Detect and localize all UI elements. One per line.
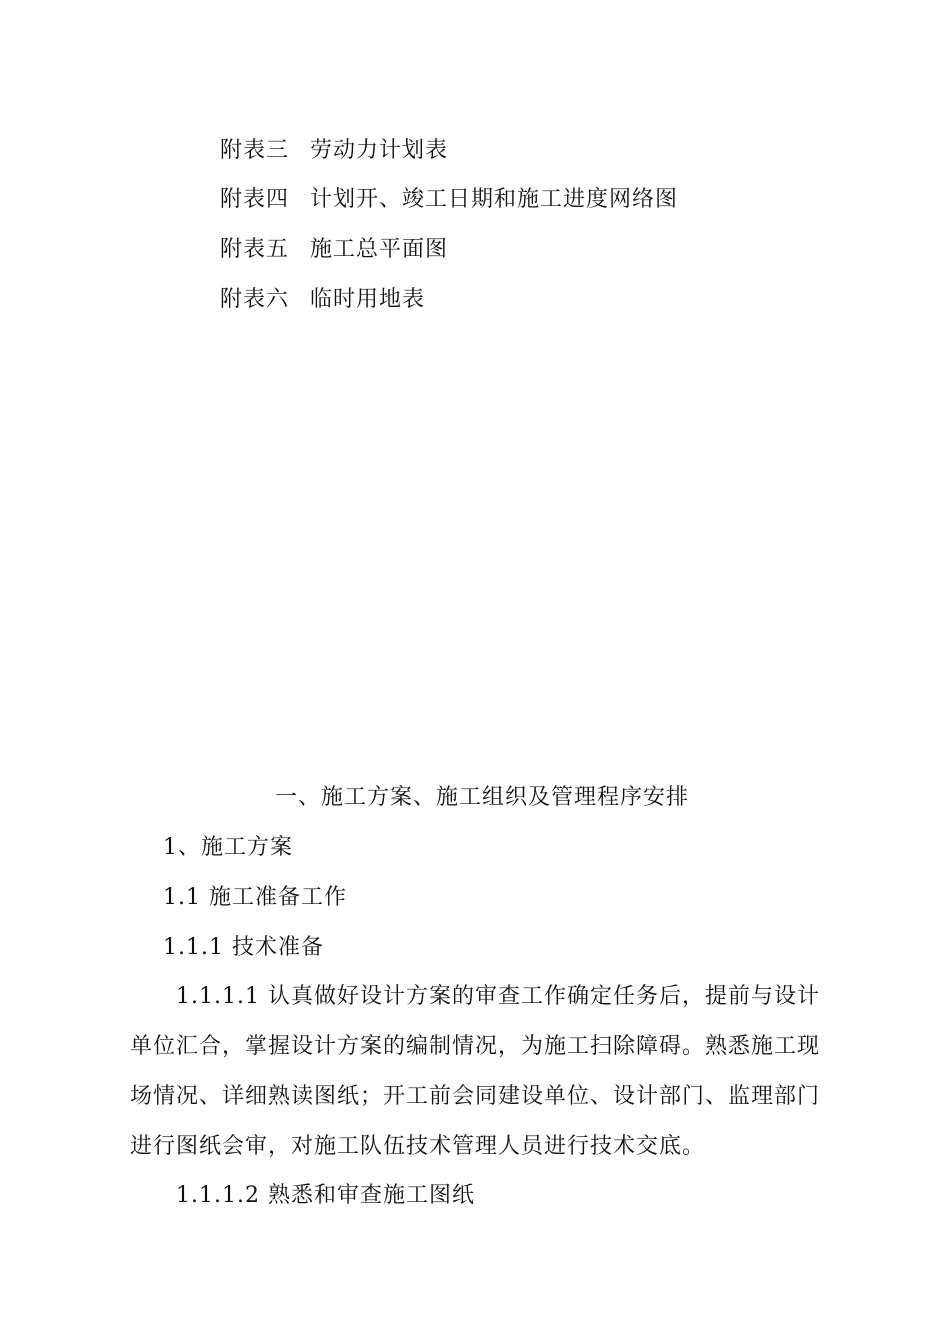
chapter-title: 一、施工方案、施工组织及管理程序安排 — [275, 785, 690, 810]
appendix-label: 附表五 — [220, 237, 290, 262]
appendix-item — [220, 137, 448, 165]
appendix-label: 附表六 — [220, 287, 290, 312]
appendix-label: 附表四 — [220, 187, 290, 212]
appendix-title: 劳动力计划表 — [310, 138, 449, 163]
appendix-label: 附表三 — [220, 138, 290, 163]
section-heading: 1、施工方案 — [163, 835, 293, 860]
appendix-title: 施工总平面图 — [310, 237, 449, 262]
appendix-item — [220, 236, 448, 264]
appendix-item — [220, 286, 425, 314]
appendix-title: 计划开、竣工日期和施工进度网络图 — [310, 187, 679, 212]
appendix-item — [220, 186, 678, 214]
subsection-heading: 1.1 施工准备工作 — [163, 885, 347, 910]
appendix-title: 临时用地表 — [310, 287, 426, 312]
item-heading: 1.1.1.2 熟悉和审查施工图纸 — [176, 1183, 475, 1208]
body-paragraph: 1.1.1.1 认真做好设计方案的审查工作确定任务后，提前与设计单位汇合，掌握设计方案的编制情况，为施工扫除障碍。熟悉施工现场情况、详细熟读图纸；开工前会同建设单位、设计部门、监理部门进行图纸会审，对施工队伍技术管理人员进行技术交底。 — [130, 984, 821, 1159]
subsubsection-heading: 1.1.1 技术准备 — [163, 935, 324, 960]
